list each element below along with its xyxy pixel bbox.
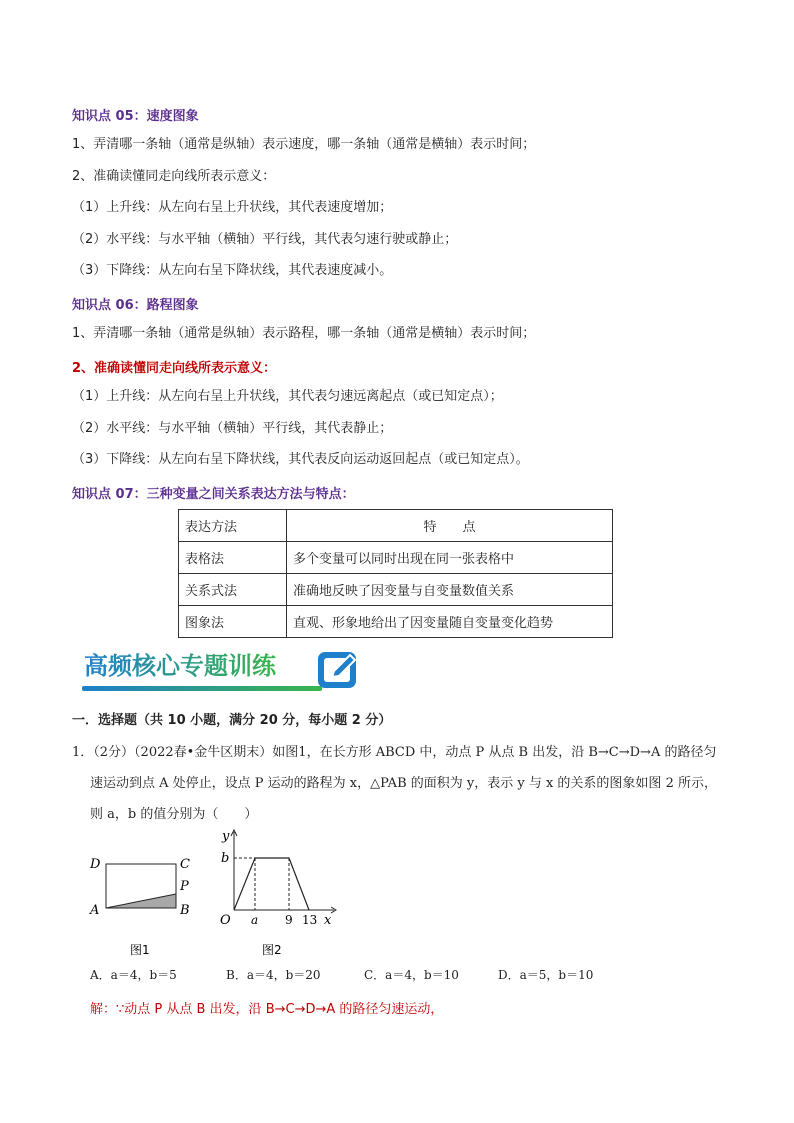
table-row	[179, 574, 613, 606]
figure-1-rectangle	[86, 850, 196, 960]
label-B: B	[180, 903, 190, 918]
label-C: C	[180, 857, 190, 872]
figure-2-graph	[214, 826, 344, 960]
k6-line-2: 2、准确读懂同走向线所表示意义：	[72, 361, 277, 376]
q1-line-1: 1．（2分）（2022春•金牛区期末）如图1，在长方形 ABCD 中，动点 P 从点 B 出发，沿 B→C→D→A 的路径匀	[72, 745, 717, 760]
label-D: D	[90, 857, 101, 872]
k6-line-4: （2）水平线：与水平轴（横轴）平行线，其代表静止；	[72, 421, 393, 436]
axis-label-x: x	[324, 913, 332, 928]
table-cell: 多个变量可以同时出现在同一张表格中	[287, 542, 613, 574]
axis-label-y: y	[222, 829, 230, 844]
k6-heading: 知识点 06：路程图象	[72, 298, 199, 313]
k5-line-1: 1、弄清哪一条轴（通常是纵轴）表示速度，哪一条轴（通常是横轴）表示时间；	[72, 137, 536, 152]
solution-line: 解：∵动点 P 从点 B 出发，沿 B→C→D→A 的路径匀速运动，	[90, 1002, 444, 1017]
k5-line-2: 2、准确读懂同走向线所表示意义：	[72, 169, 276, 184]
option-a: A．a＝4，b＝5	[90, 968, 177, 982]
option-c: C．a＝4，b＝10	[364, 968, 459, 982]
k5-line-3: （1）上升线：从左向右呈上升状线，其代表速度增加；	[72, 200, 393, 215]
k5-heading: 知识点 05：速度图象	[72, 109, 199, 124]
option-d: D．a＝5，b＝10	[498, 968, 594, 982]
figure-2-caption: 图2	[262, 943, 282, 957]
table-cell: 图象法	[179, 606, 287, 638]
k7-heading: 知识点 07：三种变量之间关系表达方法与特点：	[72, 487, 355, 502]
q1-line-3: 则 a，b 的值分别为（ ）	[90, 807, 258, 822]
q1-line-2: 速运动到点 A 处停止，设点 P 运动的路程为 x，△PAB 的面积为 y，表示 y 与 x 的关系的图象如图 2 所示，	[90, 776, 717, 791]
figure-1-caption: 图1	[130, 943, 150, 957]
table-cell: 表格法	[179, 542, 287, 574]
k6-line-1: 1、弄清哪一条轴（通常是纵轴）表示路程，哪一条轴（通常是横轴）表示时间；	[72, 326, 536, 341]
k6-line-3: （1）上升线：从左向右呈上升状线，其代表匀速远离起点（或已知定点）；	[72, 389, 503, 404]
banner-title: 高频核心专题训练	[84, 652, 276, 680]
table-header-cell: 表达方法	[179, 510, 287, 542]
k6-line-5: （3）下降线：从左向右呈下降状线，其代表反向运动返回起点（或已知定点）。	[72, 452, 529, 467]
table-row	[179, 606, 613, 638]
table-cell: 直观、形象地给出了因变量随自变量变化趋势	[287, 606, 613, 638]
table-cell: 关系式法	[179, 574, 287, 606]
table-row	[179, 542, 613, 574]
section-banner	[82, 646, 364, 698]
tick-13: 13	[302, 913, 318, 927]
tick-9: 9	[285, 913, 293, 927]
expression-methods-table	[178, 509, 613, 638]
table-header-row	[179, 510, 613, 542]
table-header-cell: 特 点	[287, 510, 613, 542]
k5-line-4: （2）水平线：与水平轴（横轴）平行线，其代表匀速行驶或静止；	[72, 232, 458, 247]
k5-line-5: （3）下降线：从左向右呈下降状线，其代表速度减小。	[72, 263, 393, 278]
edit-icon	[318, 652, 356, 688]
label-A: A	[90, 903, 100, 918]
label-b: b	[221, 851, 230, 866]
label-a: a	[251, 913, 259, 927]
option-b: B．a＝4，b＝20	[226, 968, 321, 982]
label-P: P	[180, 879, 189, 894]
label-origin: O	[220, 913, 231, 928]
table-cell: 准确地反映了因变量与自变量数值关系	[287, 574, 613, 606]
section-heading: 一．选择题（共 10 小题，满分 20 分，每小题 2 分）	[72, 713, 392, 728]
